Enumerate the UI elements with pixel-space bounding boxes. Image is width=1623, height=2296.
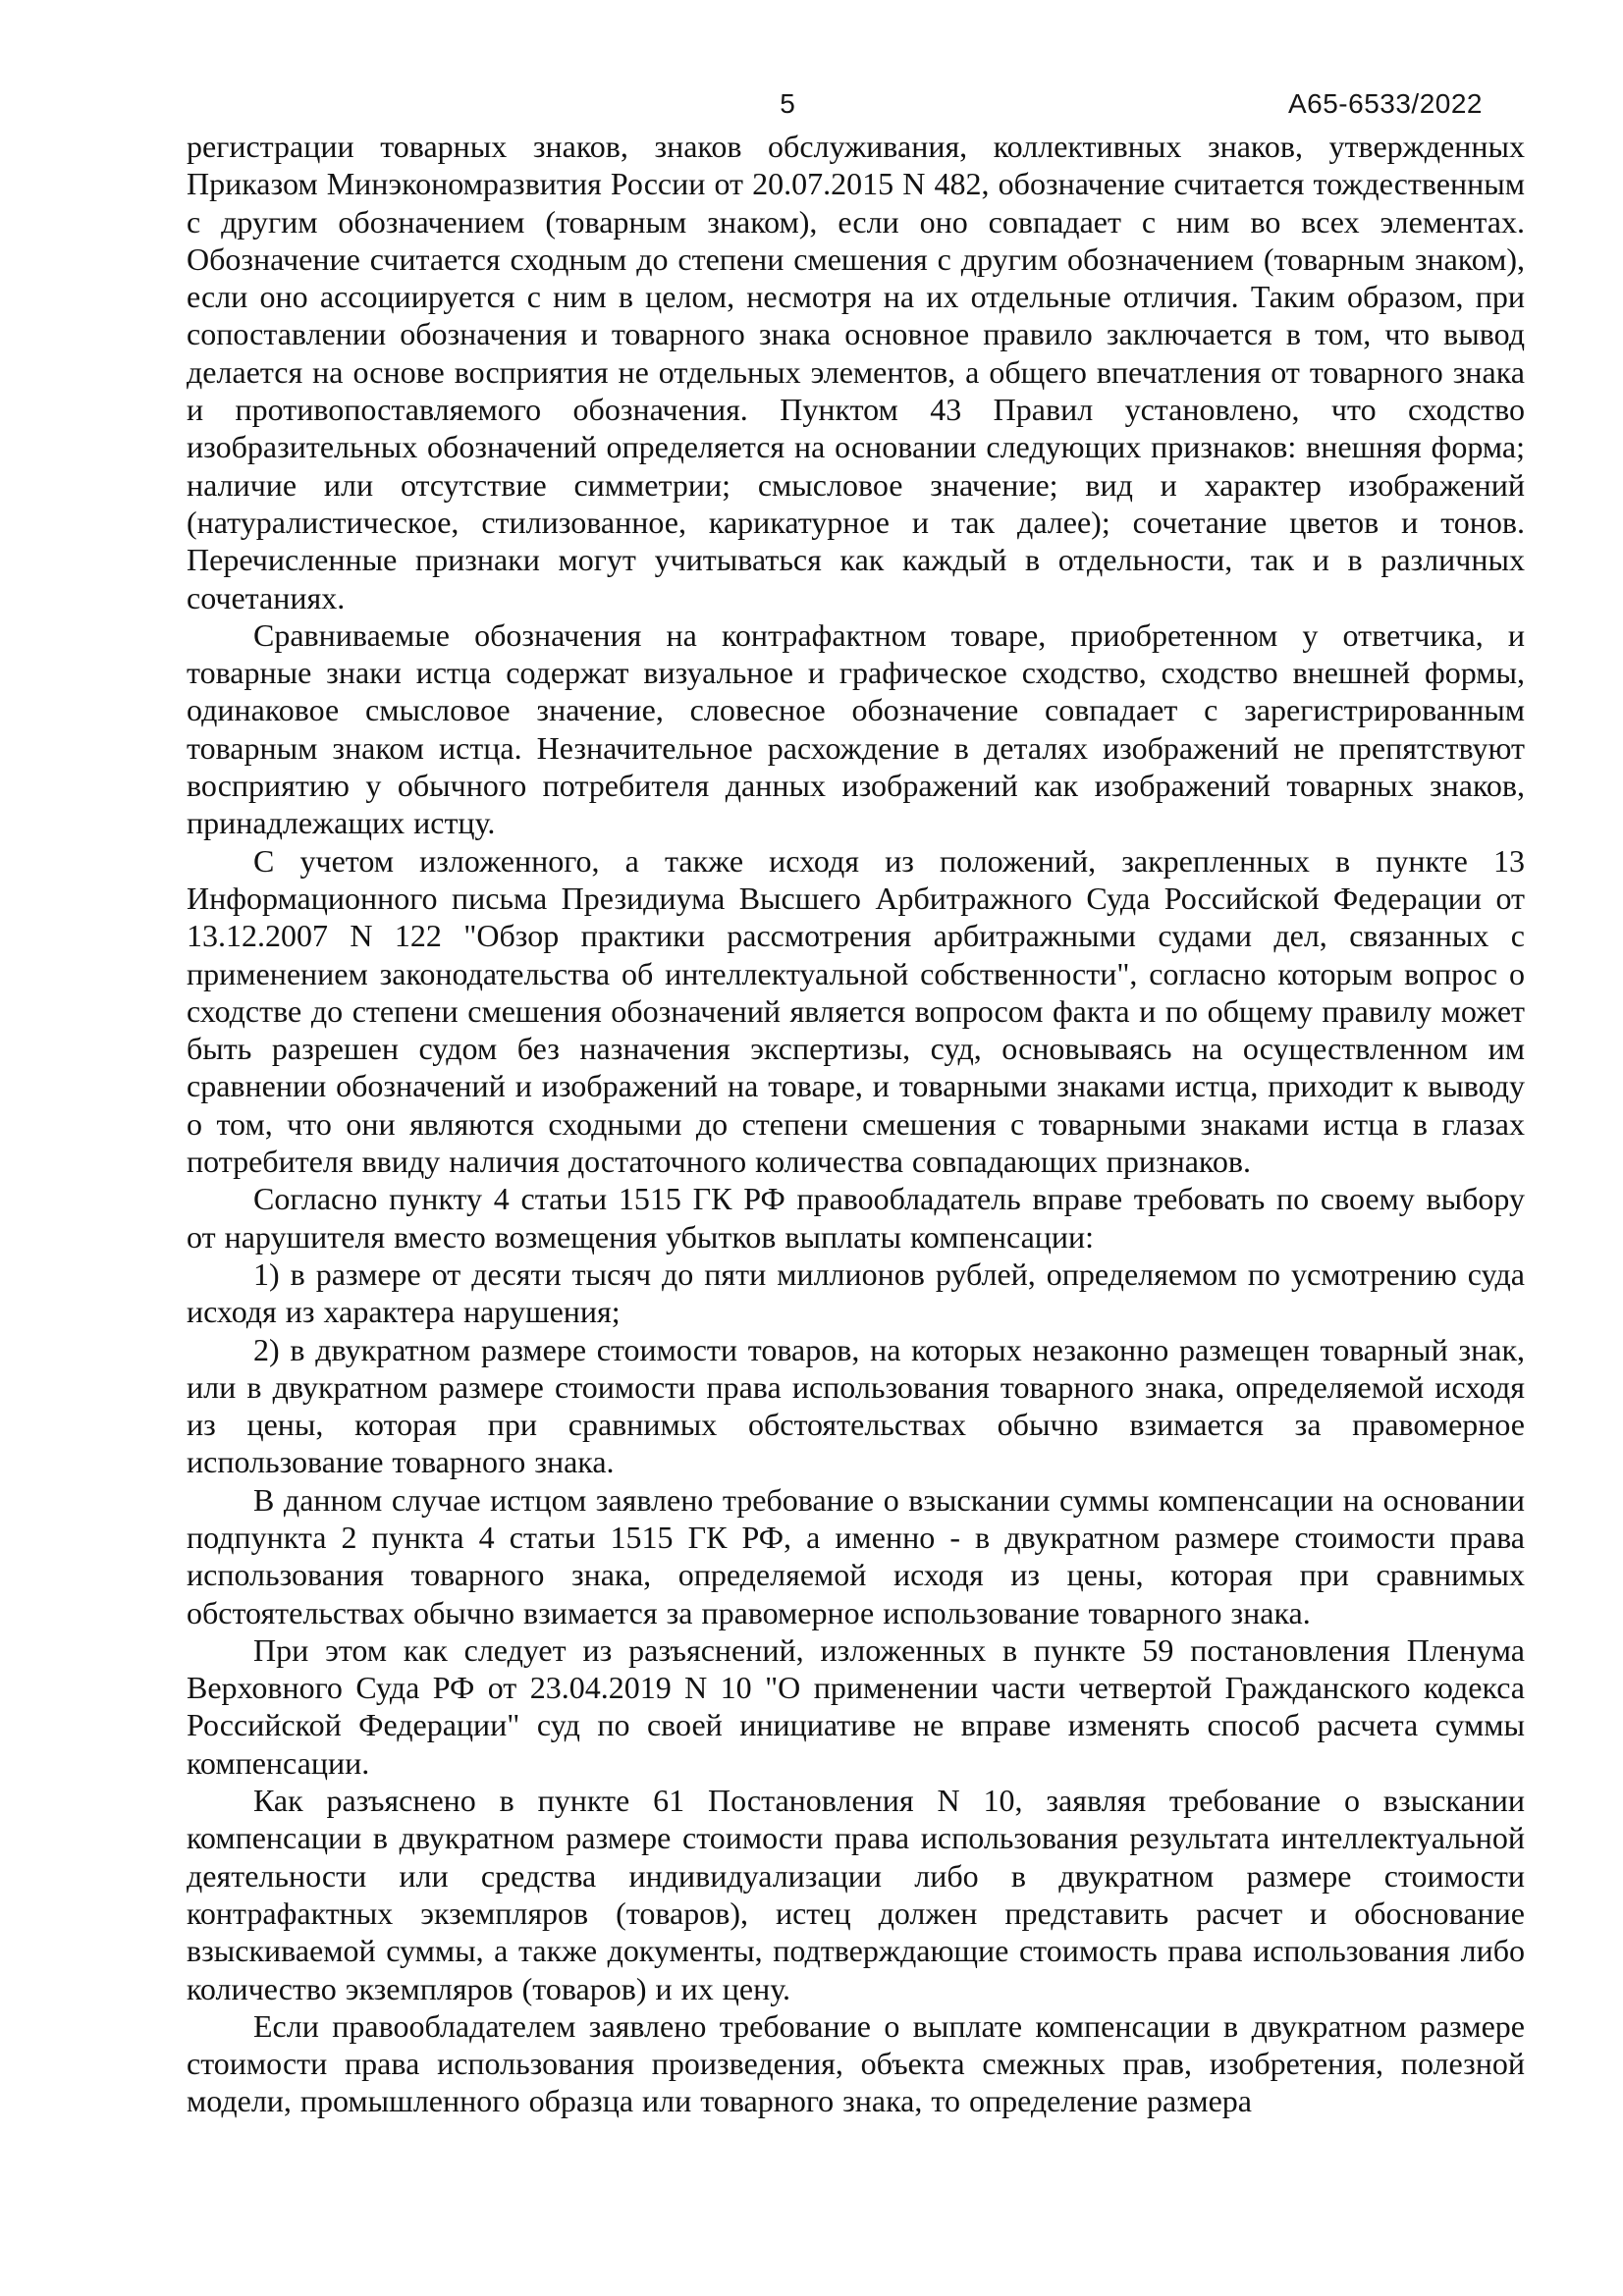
page-header	[0, 88, 1623, 128]
document-body	[187, 128, 1525, 2120]
paragraph: С учетом изложенного, а также исходя из положений, закрепленных в пункте 13 Информационного письма Президиума Высшего Арбитражного Суда Российской Федерации от 13.12.2007 N 122 "Обзор практики рассмотрения арбитражными судами дел, связанных с применением законодательства об интеллектуальной собственности", согласно которым вопрос о сходстве до степени смешения обозначений является вопросом факта и по общему правилу может быть разрешен судом без назначения экспертизы, суд, основываясь на осуществленном им сравнении обозначений и изображений на товаре, и товарными знаками истца, приходит к выводу о том, что они являются сходными до степени смешения с товарными знаками истца в глазах потребителя ввиду наличия достаточного количества совпадающих признаков.	[187, 842, 1525, 1180]
paragraph: При этом как следует из разъяснений, изложенных в пункте 59 постановления Пленума Верховного Суда РФ от 23.04.2019 N 10 "О применении части четвертой Гражданского кодекса Российской Федерации" суд по своей инициативе не вправе изменять способ расчета суммы компенсации.	[187, 1631, 1525, 1781]
paragraph: Если правообладателем заявлено требование о выплате компенсации в двукратном размере стоимости права использования произведения, объекта смежных прав, изобретения, полезной модели, промышленного образца или товарного знака, то определение размера	[187, 2007, 1525, 2119]
paragraph: Как разъяснено в пункте 61 Постановления N 10, заявляя требование о взыскании компенсации в двукратном размере стоимости права использования результата интеллектуальной деятельности или средства индивидуализации либо в двукратном размере стоимости контрафактных экземпляров (товаров), истец должен представить расчет и обоснование взыскиваемой суммы, а также документы, подтверждающие стоимость права использования либо количество экземпляров (товаров) и их цену.	[187, 1783, 1525, 2006]
case-number: А65-6533/2022	[1287, 88, 1483, 119]
paragraph: регистрации товарных знаков, знаков обслуживания, коллективных знаков, утвержденных Приказом Минэкономразвития России от 20.07.2015 N 482, обозначение считается тождественным с другим обозначением (товарным знаком), если оно совпадает с ним во всех элементах. Обозначение считается сходным до степени смешения с другим обозначением (товарным знаком), если оно ассоциируется с ним в целом, несмотря на их отдельные отличия. Таким образом, при сопоставлении обозначения и товарного знака основное правило заключается в том, что вывод делается на основе восприятия не отдельных элементов, а общего впечатления от товарного знака и противопоставляемого обозначения. Пунктом 43 Правил установлено, что сходство изобразительных обозначений определяется на основании следующих признаков: внешняя форма; наличие или отсутствие симметрии; смысловое значение; вид и характер изображений (натуралистическое, стилизованное, карикатурное и так далее); сочетание цветов и тонов. Перечисленные признаки могут учитываться как каждый в отдельности, так и в различных сочетаниях.	[187, 129, 1525, 615]
paragraph: В данном случае истцом заявлено требование о взыскании суммы компенсации на основании подпункта 2 пункта 4 статьи 1515 ГК РФ, а именно - в двукратном размере стоимости права использования товарного знака, определяемой исходя из цены, которая при сравнимых обстоятельствах обычно взимается за правомерное использование товарного знака.	[187, 1481, 1525, 1630]
paragraph: 2) в двукратном размере стоимости товаров, на которых незаконно размещен товарный знак, или в двукратном размере стоимости права использования товарного знака, определяемой исходя из цены, которая при сравнимых обстоятельствах обычно взимается за правомерное использование товарного знака.	[187, 1331, 1525, 1480]
page-number: 5	[780, 88, 795, 119]
paragraph: Согласно пункту 4 статьи 1515 ГК РФ правообладатель вправе требовать по своему выбору от нарушителя вместо возмещения убытков выплаты компенсации:	[187, 1181, 1525, 1255]
paragraph: Сравниваемые обозначения на контрафактном товаре, приобретенном у ответчика, и товарные знаки истца содержат визуальное и графическое сходство, сходство внешней формы, одинаковое смысловое значение, словесное обозначение совпадает с зарегистрированным товарным знаком истца. Незначительное расхождение в деталях изображений не препятствуют восприятию у обычного потребителя данных изображений как изображений товарных знаков, принадлежащих истцу.	[187, 616, 1525, 841]
paragraph: 1) в размере от десяти тысяч до пяти миллионов рублей, определяемом по усмотрению суда исходя из характера нарушения;	[187, 1255, 1525, 1330]
